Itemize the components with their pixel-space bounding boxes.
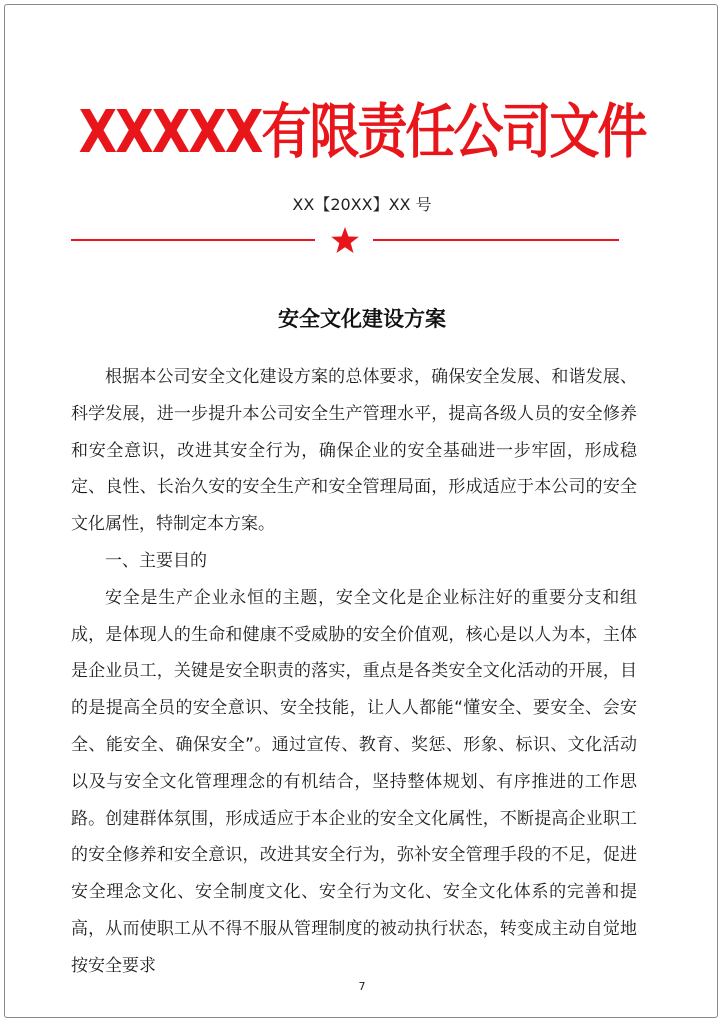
document-title: 安全文化建设方案 — [278, 307, 446, 331]
section-paragraph: 安全是生产企业永恒的主题，安全文化是企业标注好的重要分支和组成，是体现人的生命和健康不受威胁的安全价值观，核心是以人为本，主体是企业员工，关键是安全职责的落实，重点是各类安全文化活动的开展，目的是提高全员的安全意识、安全技能，让人人都能“懂安全、要安全、会安全、能安全、确保安全”。通过宣传、教育、奖惩、形象、标识、文化活动以及与安全文化管理理念的有机结合，坚持整体规划、有序推进的工作思路。创建群体氛围，形成适应于本企业的安全文化属性，不断提高企业职工的安全修养和安全意识，改进其安全行为，弥补安全管理手段的不足，促进安全理念文化、安全制度文化、安全行为文化、安全文化体系的完善和提高，从而使职工从不得不服从管理制度的被动执行状态，转变成主动自觉地按安全要求 — [71, 587, 637, 976]
document-number: XX【20XX】XX 号 — [292, 195, 432, 214]
red-header-title: XXXXX有限责任公司文件 — [78, 97, 646, 167]
star-icon — [331, 227, 359, 253]
document-body — [71, 359, 637, 985]
section-heading: 一、主要目的 — [105, 550, 207, 571]
intro-paragraph: 根据本公司安全文化建设方案的总体要求，确保安全发展、和谐发展、科学发展，进一步提升本公司安全生产管理水平，提高各级人员的安全修养和安全意识，改进其安全行为，确保企业的安全基础进一步牢固，形成稳定、良性、长治久安的安全生产和安全管理局面，形成适应于本公司的安全文化属性，特制定本方案。 — [71, 367, 637, 535]
document-page — [4, 4, 718, 1018]
red-star-separator — [71, 227, 619, 257]
page-number: 7 — [358, 980, 366, 993]
